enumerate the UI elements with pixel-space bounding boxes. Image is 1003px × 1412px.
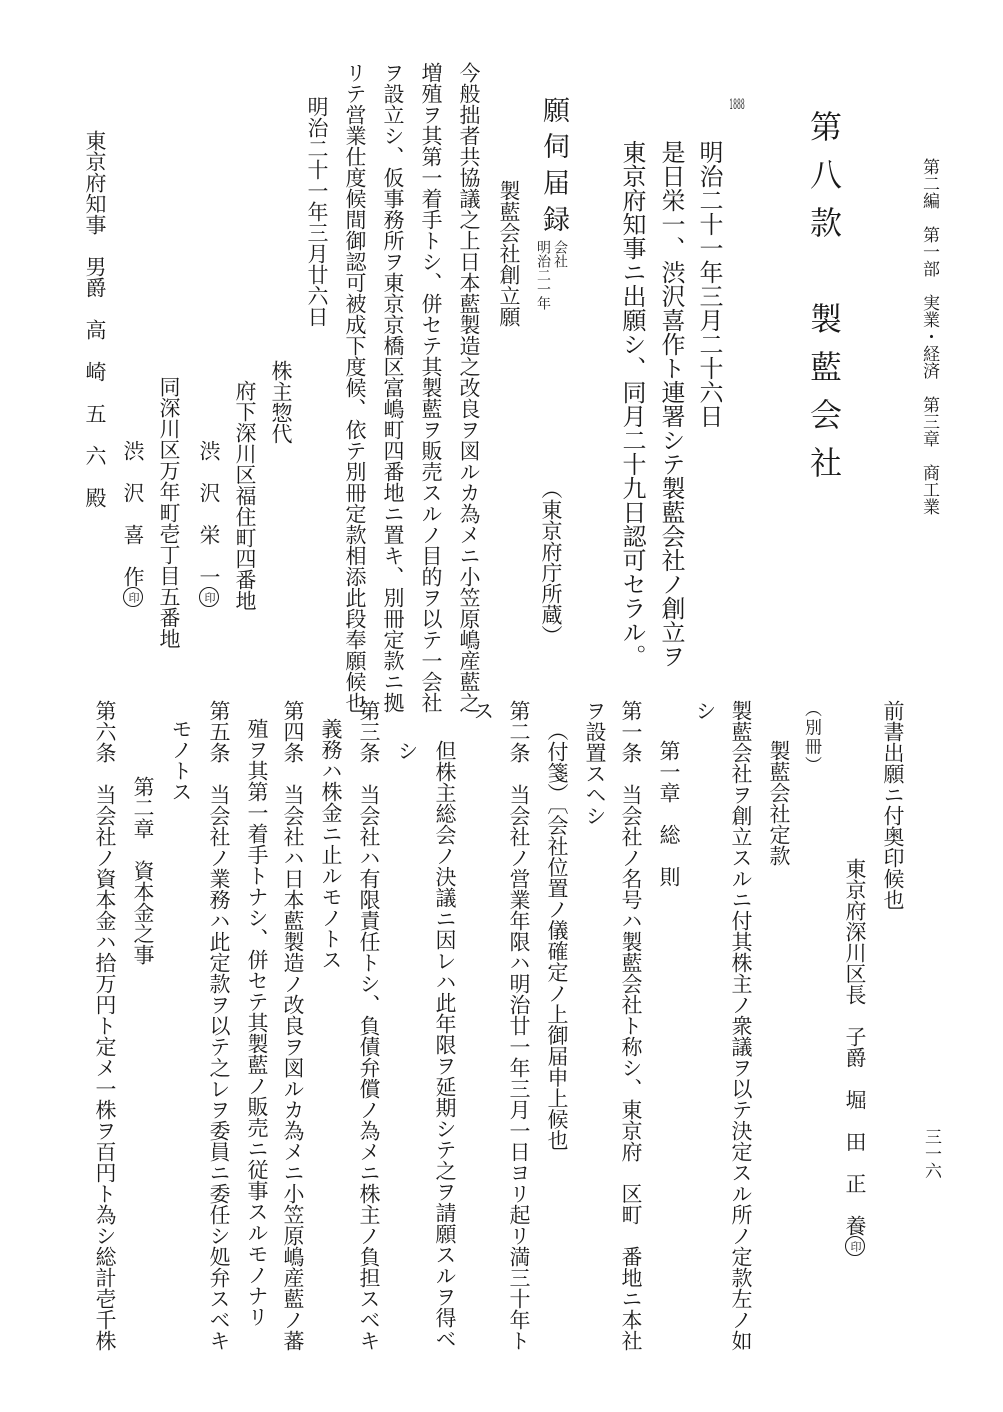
- signer-1: 渋 沢 栄 一印: [198, 440, 219, 607]
- proviso-line-1: 但株主総会ノ決議ニ因レハ此年限ヲ延期シテ之ヲ請願スルヲ得ベ: [433, 740, 457, 1349]
- chapter-2-heading: 第二章 資本金之事: [131, 776, 155, 965]
- preamble-line-2: シ: [693, 700, 717, 721]
- addressee: 東京府知事 男爵 高 崎 五 六 殿: [83, 130, 107, 508]
- article-4-line-2: 殖ヲ其第一着手トナシ、併セテ其製藍ノ販売ニ従事スルモノナリ: [245, 718, 269, 1327]
- article-3-line-1: 第三条 当会社ハ有限責任トシ、負債弁償ノ為メニ株主ノ負担スベキ: [357, 700, 381, 1351]
- petition-date: 明治二十一年三月廿六日: [305, 96, 329, 327]
- source-title: 願伺届録: [538, 96, 569, 242]
- appended-note: [546, 720, 567, 1151]
- signer-2: 渋 沢 喜 作印: [122, 440, 143, 607]
- article-5-line-2: モノトス: [169, 718, 193, 802]
- articles-title: 製藍会社定款: [767, 740, 791, 866]
- rep-title: 株主惣代: [269, 360, 293, 444]
- source-note-2: 明治二一年: [535, 240, 551, 310]
- running-head: 第二編 第一部 実業・経済 第三章 商工業: [919, 158, 939, 515]
- chronology-date: 明治二十一年三月二十六日: [695, 140, 723, 428]
- chapter-1-heading: 第一章 総 則: [657, 740, 681, 887]
- article-4-line-1: 第四条 当会社ハ日本藍製造ノ改良ヲ図ルカ為メニ小笠原嶋産藍ノ蕃: [281, 700, 305, 1351]
- article-2-line-1: 第二条 当会社ノ営業年限ハ明治廿一年三月一日ヨリ起リ満三十年ト: [507, 700, 531, 1351]
- article-1-line-2: ヲ設置スヘシ: [583, 700, 607, 826]
- section-title: 第八款 製藍会社: [805, 110, 843, 494]
- article-2-line-2: ス: [471, 700, 495, 721]
- appended-note-text: 〔会社位置ノ儀確定ノ上御届申上候也: [545, 804, 569, 1151]
- proviso-line-2: シ: [395, 740, 419, 761]
- seal-stamp: 印: [845, 1236, 865, 1256]
- petition-body-line-2: 増殖ヲ其第一着手トシ、併セテ其製藍ヲ販売スルノ目的ヲ以テ一会社: [419, 62, 443, 713]
- preamble-line-1: 製藍会社ヲ創立スルニ付其株主ノ衆議ヲ以テ決定スル所ノ定款左ノ如: [729, 700, 753, 1351]
- seal-stamp: 印: [123, 587, 143, 607]
- petition-body-line-1: 今般拙者共協議之上日本藍製造之改良ヲ図ルカ為メニ小笠原嶋産藍之: [457, 62, 481, 713]
- rep-address-1: 府下深川区福住町四番地: [233, 380, 257, 611]
- appended-note-label: （付箋）: [545, 720, 569, 804]
- page-number: 三一六: [921, 1128, 941, 1179]
- source-archive: （東京府庁所蔵）: [539, 478, 563, 646]
- endorsement-text: 前書出願ニ付奥印候也: [881, 700, 905, 910]
- seal-stamp: 印: [199, 587, 219, 607]
- appendix-label: （別冊）: [801, 700, 821, 775]
- petition-title: 製藍会社創立願: [497, 180, 521, 327]
- source-note-1: 会社: [552, 240, 568, 268]
- endorsement-official: 東京府深川区長 子爵 堀 田 正 養印: [844, 858, 865, 1256]
- article-5-line-1: 第五条 当会社ノ業務ハ此定款ヲ以テ之レヲ委員ニ委任シ処弁スベキ: [207, 700, 231, 1351]
- rep-address-2: 同深川区万年町壱丁目五番地: [157, 376, 181, 649]
- chronology-line-1: 是日栄一、渋沢喜作ト連署シテ製藍会社ノ創立ヲ: [657, 140, 685, 668]
- petition-body-line-4: リテ営業仕度候間御認可被成下度候、依テ別冊定款相添此段奉願候也: [343, 62, 367, 713]
- year-western: 1888: [729, 98, 745, 112]
- petition-body-line-3: ヲ設立シ、仮事務所ヲ東京京橋区富嶋町四番地ニ置キ、別冊定款ニ拠: [381, 62, 405, 713]
- article-1-line-1: 第一条 当会社ノ名号ハ製藍会社ト称シ、東京府 区町 番地ニ本社: [619, 700, 643, 1351]
- article-3-line-2: 義務ハ株金ニ止ルモノトス: [319, 718, 343, 970]
- chronology-line-2: 東京府知事ニ出願シ、同月二十九日認可セラル。: [618, 140, 646, 668]
- article-6-line-1: 第六条 当会社ノ資本金ハ拾万円ト定メ一株ヲ百円ト為シ総計壱千株: [93, 700, 117, 1351]
